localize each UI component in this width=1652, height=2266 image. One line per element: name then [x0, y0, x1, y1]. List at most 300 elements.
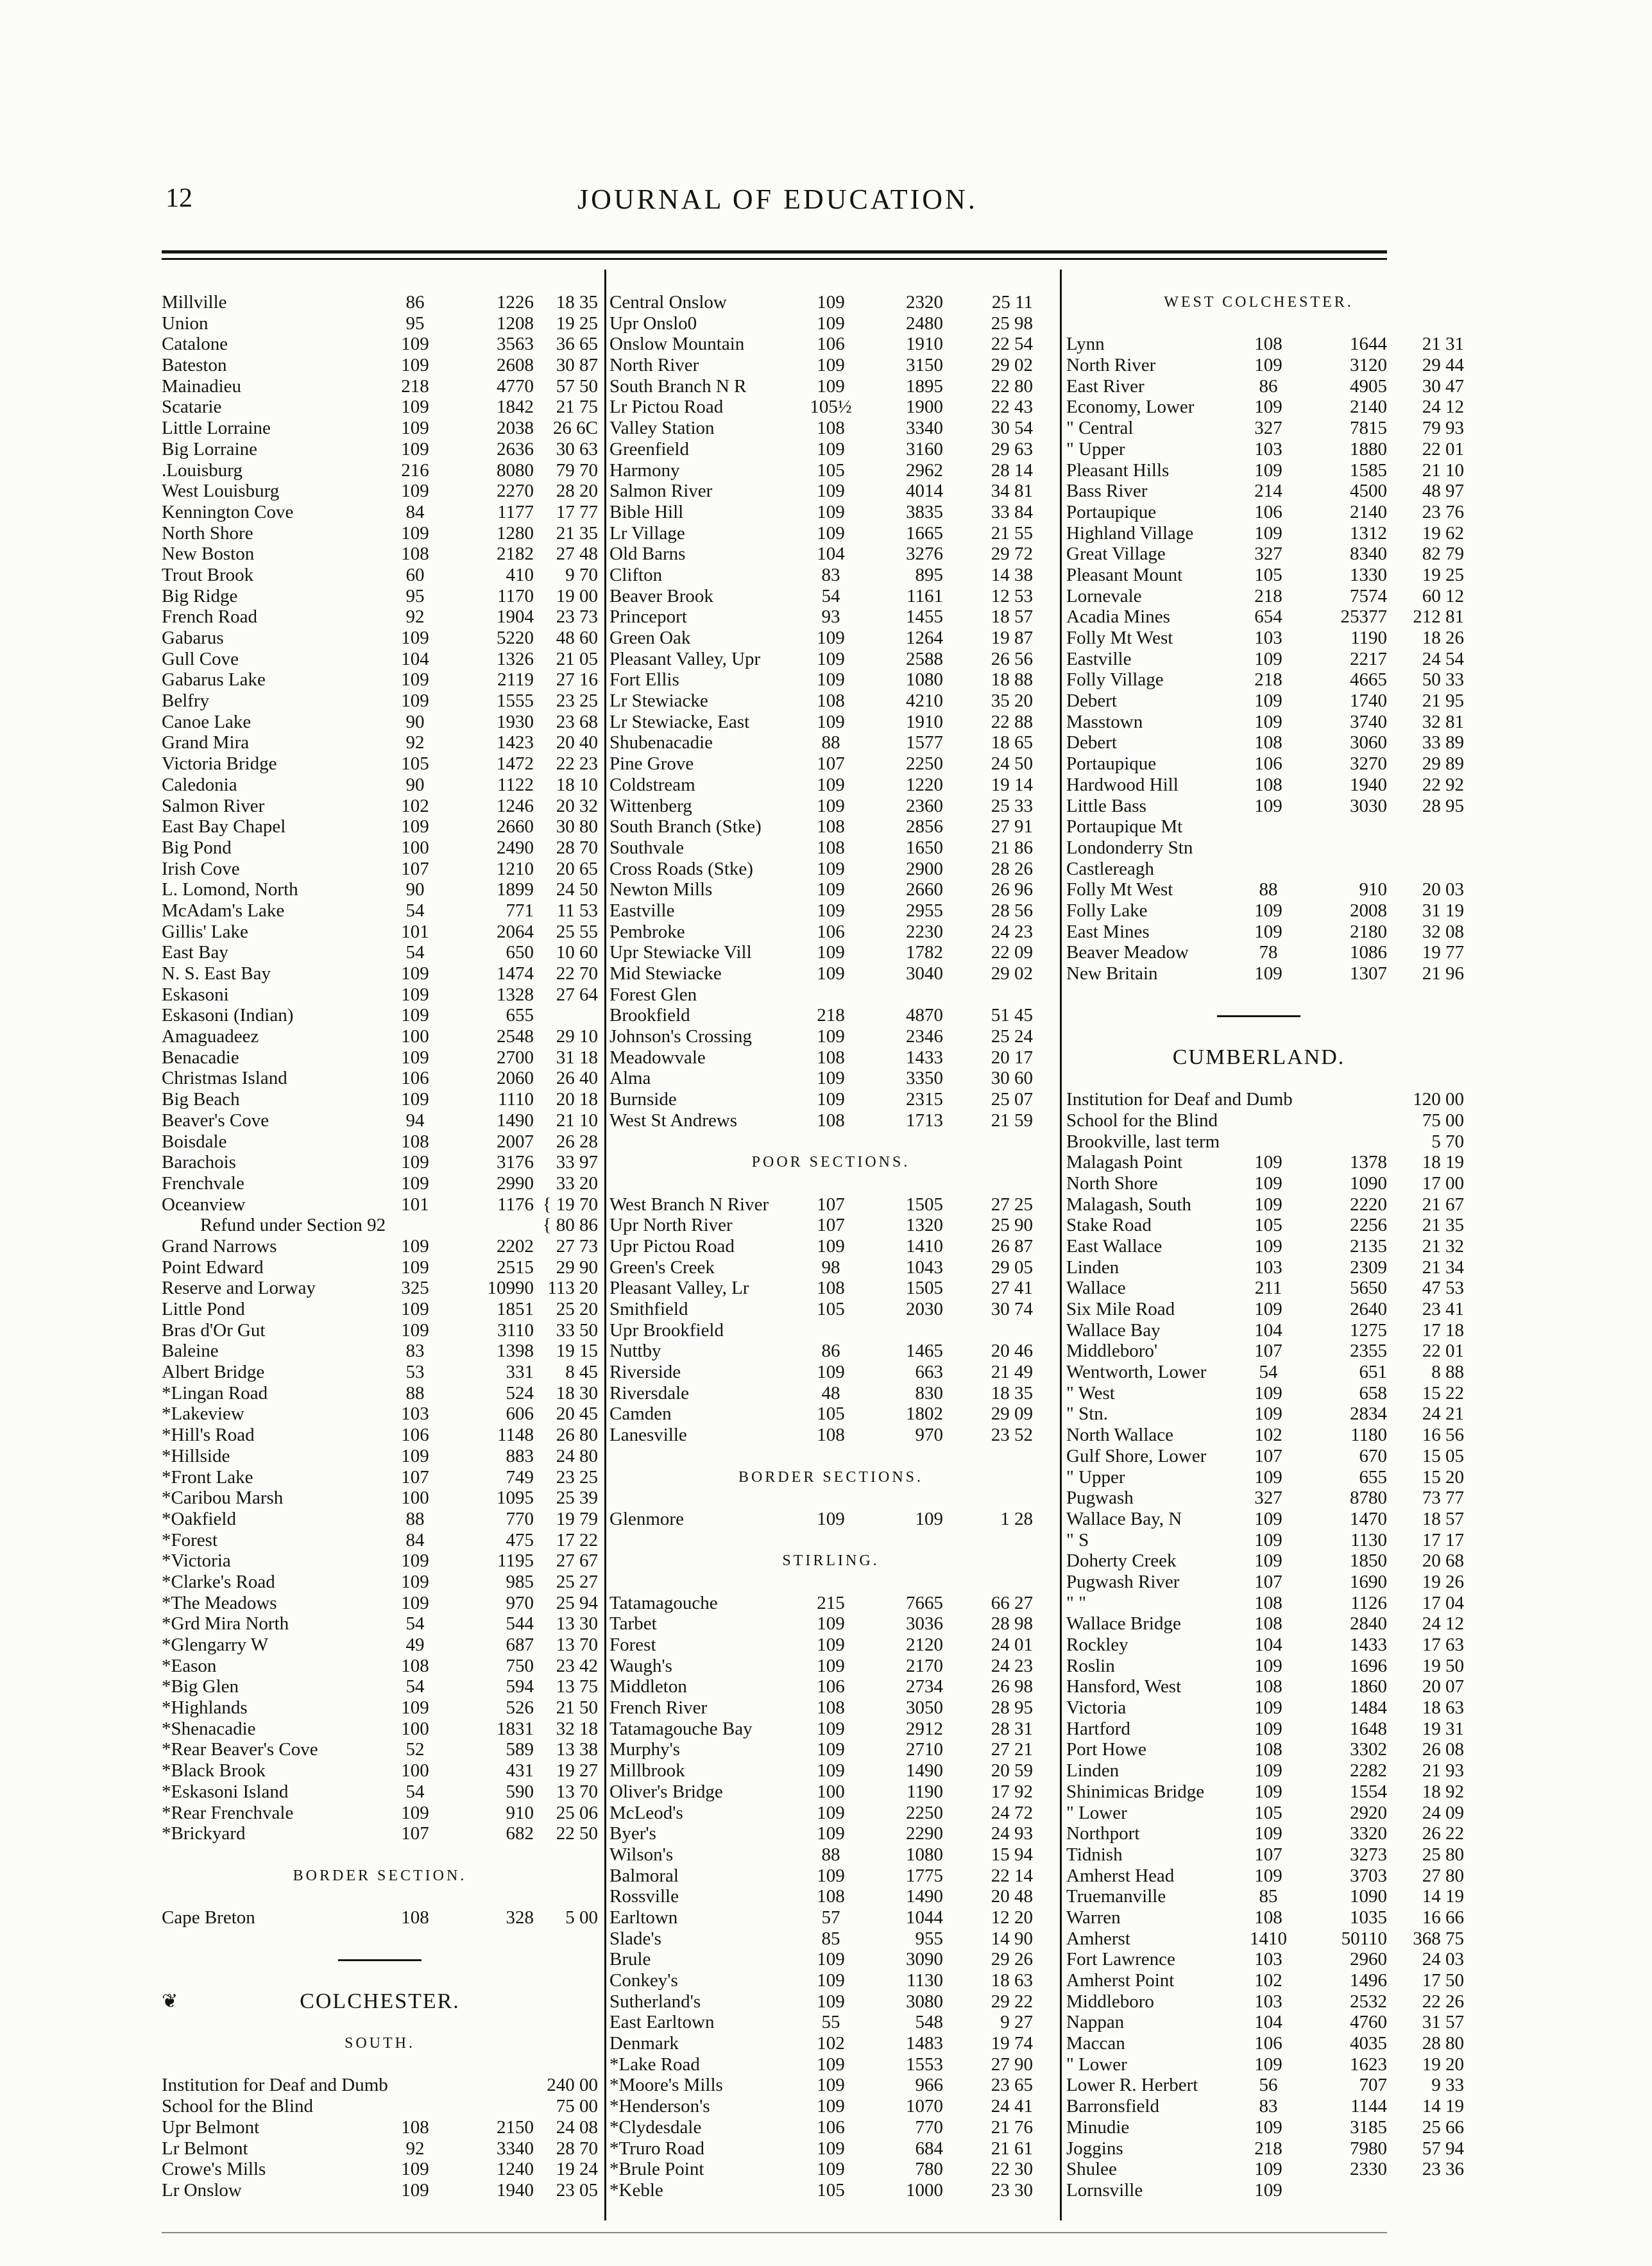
attendance: 1577: [906, 732, 943, 753]
table-row: [1066, 564, 1464, 586]
days-open: 109: [401, 1319, 429, 1341]
days-open: 54: [405, 900, 425, 921]
attendance: 1000: [906, 2179, 943, 2201]
attendance: 3160: [906, 438, 943, 459]
table-row: [162, 1215, 598, 1236]
grant-amount: 24 50: [991, 753, 1033, 775]
days-open: 109: [817, 1760, 845, 1781]
days-open: 218: [401, 375, 429, 397]
days-open: 108: [1254, 1907, 1282, 1928]
grant-amount: 21 35: [1422, 1215, 1464, 1236]
attendance: 548: [915, 2012, 943, 2033]
days-open: 109: [1254, 1403, 1282, 1425]
attendance: 3302: [1350, 1739, 1387, 1760]
days-open: 109: [1254, 1172, 1282, 1194]
days-open: 109: [401, 1697, 429, 1719]
grant-amount: 75 00: [1422, 1110, 1464, 1131]
attendance: 3273: [1350, 1844, 1387, 1865]
table-row: [162, 1803, 598, 1824]
grant-amount: 24 09: [1422, 1802, 1464, 1823]
school-name: *Caribou Marsh: [162, 1488, 284, 1509]
table-row: [162, 1047, 598, 1069]
grant-amount: 19 62: [1422, 522, 1464, 544]
school-name: Canoe Lake: [162, 711, 251, 732]
school-name: Green's Creek: [609, 1257, 715, 1278]
grant-amount: 22 26: [1422, 1991, 1464, 2012]
grant-amount: 21 59: [991, 1110, 1033, 1131]
days-open: 107: [401, 1466, 429, 1488]
school-name: Debert: [1066, 691, 1117, 712]
spacer: [162, 1886, 598, 1907]
school-name: " Upper: [1066, 438, 1125, 459]
attendance: 2640: [1350, 1299, 1387, 1319]
school-name: Boisdale: [162, 1131, 227, 1152]
days-open: 109: [817, 2159, 845, 2180]
attendance: 526: [506, 1697, 534, 1719]
days-open: 109: [401, 1172, 429, 1194]
table-row: [1066, 2075, 1464, 2096]
school-name: North Wallace: [1066, 1425, 1174, 1446]
column-3: [1066, 292, 1464, 2201]
school-name: Beaver Meadow: [1066, 942, 1189, 963]
days-open: 109: [1254, 1194, 1282, 1215]
days-open: 109: [1254, 691, 1282, 712]
attendance: 3150: [906, 355, 943, 376]
grant-amount: 18 19: [1422, 1152, 1464, 1173]
school-name: Lr Village: [609, 522, 685, 544]
school-name: Old Barns: [609, 544, 686, 565]
grant-amount: 14 19: [1422, 2096, 1464, 2117]
table-row: [1066, 1802, 1464, 1824]
grant-amount: 30 74: [991, 1299, 1033, 1319]
days-open: 108: [401, 1131, 429, 1152]
attendance: 4905: [1350, 375, 1387, 397]
school-name: Wallace Bay, N: [1066, 1508, 1182, 1529]
table-row: [1066, 1886, 1464, 1907]
school-name: Central Onslow: [609, 292, 727, 313]
days-open: 109: [817, 438, 845, 459]
table-row: [162, 2138, 598, 2159]
grant-amount: 22 92: [1422, 774, 1464, 795]
grant-amount: 30 80: [556, 816, 598, 837]
school-name: Oceanview: [162, 1194, 246, 1215]
grant-amount: 26 28: [556, 1131, 598, 1152]
days-open: 100: [401, 1760, 429, 1781]
table-row: [162, 900, 598, 922]
table-row: [1066, 1215, 1464, 1236]
school-name: Gillis' Lake: [162, 921, 248, 942]
grant-amount: 23 25: [556, 1466, 598, 1488]
days-open: 109: [817, 628, 845, 648]
attendance: 431: [506, 1760, 534, 1781]
days-open: 108: [1254, 774, 1282, 795]
table-row: [1066, 1718, 1464, 1740]
school-name: Fort Ellis: [609, 669, 679, 691]
table-row: [162, 984, 598, 1006]
grant-amount: 9 70: [565, 564, 598, 585]
days-open: 109: [1254, 355, 1282, 376]
table-row: [1066, 963, 1464, 984]
table-row: [1066, 1110, 1464, 1131]
school-name: Upr Belmont: [162, 2116, 260, 2138]
table-row: [162, 732, 598, 753]
days-open: 108: [401, 2116, 429, 2138]
table-row: [162, 1488, 598, 1509]
days-open: 101: [401, 921, 429, 942]
attendance: 1307: [1350, 963, 1387, 984]
grant-amount: 30 60: [991, 1068, 1033, 1089]
attendance: 2856: [906, 816, 943, 837]
grant-amount: 20 68: [1422, 1550, 1464, 1572]
school-name: Coldstream: [609, 774, 695, 795]
days-open: 109: [401, 397, 429, 418]
school-name: Big Lorraine: [162, 438, 257, 459]
table-row: [609, 1697, 1052, 1719]
grant-amount: 12 20: [991, 1907, 1033, 1928]
school-name: Upr North River: [609, 1215, 733, 1236]
school-name: Bass River: [1066, 481, 1148, 502]
school-name: Economy, Lower: [1066, 397, 1195, 418]
school-name: Cross Roads (Stke): [609, 858, 753, 879]
school-name: " West: [1066, 1382, 1115, 1403]
table-row: [609, 984, 1052, 1006]
attendance: 1860: [1350, 1676, 1387, 1697]
attendance: 328: [506, 1907, 534, 1928]
grant-amount: 19 77: [1422, 942, 1464, 963]
grant-amount: 10 60: [556, 942, 598, 963]
school-name: Portaupique Mt: [1066, 816, 1183, 837]
attendance: 3110: [497, 1319, 534, 1341]
table-row: [162, 859, 598, 880]
school-name: Gull Cove: [162, 648, 239, 669]
grant-amount: 21 31: [1422, 334, 1464, 355]
school-name: " Upper: [1066, 1466, 1125, 1488]
school-name: Brookville, last term: [1066, 1131, 1220, 1152]
school-name: Grand Narrows: [162, 1235, 277, 1257]
table-row: [1066, 375, 1464, 397]
grant-amount: 19 26: [1422, 1571, 1464, 1592]
school-name: Salmon River: [162, 795, 265, 816]
days-open: 109: [401, 984, 429, 1005]
school-name: Kennington Cove: [162, 501, 294, 522]
attendance: 3340: [497, 2138, 534, 2159]
table-row: [162, 1068, 598, 1089]
table-row: [1066, 2159, 1464, 2180]
school-name: *Eskasoni Island: [162, 1781, 289, 1802]
days-open: 109: [401, 1235, 429, 1257]
school-name: Hansford, West: [1066, 1676, 1182, 1697]
days-open: 109: [401, 1005, 429, 1026]
days-open: 53: [405, 1362, 425, 1383]
grant-amount: 18 30: [556, 1382, 598, 1403]
spacer: [1066, 984, 1451, 1006]
grant-amount: 18 35: [991, 1382, 1033, 1403]
table-row: [1066, 921, 1464, 943]
school-name: Upr Brookfield: [609, 1319, 724, 1341]
school-name: West Louisburg: [162, 481, 280, 502]
days-open: 109: [817, 711, 845, 732]
school-name: Big Ridge: [162, 585, 238, 606]
days-open: 103: [1254, 628, 1282, 648]
table-row: [162, 1383, 598, 1404]
attendance: 1246: [497, 795, 534, 816]
grant-amount: 27 67: [556, 1550, 598, 1572]
table-row: [609, 376, 1052, 397]
days-open: 109: [1254, 711, 1282, 732]
table-row: [1066, 1172, 1464, 1194]
days-open: 60: [405, 564, 425, 585]
attendance: 1585: [1350, 459, 1387, 481]
grant-amount: 15 20: [1422, 1466, 1464, 1488]
days-open: 106: [817, 1676, 845, 1697]
school-name: Middleboro': [1066, 1341, 1158, 1362]
school-name: Wallace: [1066, 1278, 1126, 1299]
table-row: [1066, 1089, 1464, 1110]
grant-amount: 26 22: [1422, 1823, 1464, 1844]
attendance: 2920: [1350, 1802, 1387, 1823]
days-open: 109: [817, 2075, 845, 2096]
table-row: [1066, 1655, 1464, 1677]
grant-amount: 21 93: [1422, 1760, 1464, 1781]
table-row: [609, 796, 1052, 817]
attendance: 895: [915, 564, 943, 585]
attendance: 1895: [906, 375, 943, 397]
attendance: 2955: [906, 900, 943, 921]
days-open: 100: [401, 837, 429, 858]
school-name: Great Village: [1066, 544, 1166, 565]
school-name: Eskasoni: [162, 984, 229, 1005]
attendance: 1280: [497, 522, 534, 544]
grant-amount: 35 20: [991, 691, 1033, 712]
section-rule: [1066, 1005, 1451, 1026]
grant-amount: 31 19: [1422, 900, 1464, 921]
table-row: [1066, 585, 1464, 607]
days-open: 109: [401, 2179, 429, 2201]
grant-amount: 20 65: [556, 858, 598, 879]
school-name: Pugwash River: [1066, 1571, 1180, 1592]
attendance: 970: [915, 1425, 943, 1446]
days-open: 109: [1254, 459, 1282, 481]
table-row: [609, 1194, 1052, 1215]
days-open: 90: [405, 711, 425, 732]
table-row: [162, 1110, 598, 1131]
grant-amount: 20 32: [556, 795, 598, 816]
table-row: [162, 1320, 598, 1341]
school-name: Brookfield: [609, 1005, 690, 1026]
table-row: [162, 922, 598, 943]
attendance: 331: [506, 1362, 534, 1383]
attendance: 8780: [1350, 1488, 1387, 1509]
days-open: 109: [1254, 1466, 1282, 1488]
grant-amount: 113 20: [547, 1278, 598, 1299]
grant-amount: 23 52: [991, 1425, 1033, 1446]
school-name: Beaver Brook: [609, 585, 713, 606]
attendance: 1900: [906, 397, 943, 418]
days-open: 109: [401, 1152, 429, 1173]
table-row: [1066, 795, 1464, 817]
school-name: *Shenacadie: [162, 1718, 256, 1739]
school-name: Earltown: [609, 1907, 678, 1928]
days-open: 109: [401, 669, 429, 691]
attendance: 4500: [1350, 481, 1387, 502]
school-name: Pleasant Valley, Upr: [609, 648, 761, 669]
grant-amount: 26 56: [991, 648, 1033, 669]
school-name: Meadowvale: [609, 1047, 706, 1068]
grant-amount: 1 28: [1000, 1508, 1033, 1529]
school-name: Eastville: [609, 900, 675, 921]
attendance: 3185: [1350, 2116, 1387, 2138]
grant-amount: 22 50: [556, 1823, 598, 1844]
attendance: 1555: [497, 691, 534, 712]
grant-amount: 25 98: [991, 313, 1033, 334]
school-name: Pembroke: [609, 921, 685, 942]
days-open: 109: [1254, 1697, 1282, 1719]
attendance: 1044: [906, 1907, 943, 1928]
school-name: *Hillside: [162, 1445, 230, 1466]
table-row: [609, 1613, 1052, 1635]
table-row: [1066, 1635, 1464, 1656]
days-open: 102: [817, 2033, 845, 2054]
grant-amount: 30 63: [556, 438, 598, 459]
grant-amount: 24 80: [556, 1445, 598, 1466]
days-open: 101: [401, 1194, 429, 1215]
grant-amount: 25 39: [556, 1488, 598, 1509]
days-open: 214: [1254, 481, 1282, 502]
school-name: Trout Brook: [162, 564, 254, 585]
days-open: 98: [821, 1257, 840, 1278]
days-open: 109: [401, 334, 429, 355]
attendance: 2060: [497, 1068, 534, 1089]
table-row: [162, 1907, 598, 1928]
days-open: 54: [405, 1676, 425, 1697]
grant-amount: 21 96: [1422, 963, 1464, 984]
days-open: 93: [821, 606, 840, 628]
days-open: 109: [401, 1550, 429, 1572]
attendance: 2309: [1350, 1257, 1387, 1278]
days-open: 83: [821, 564, 840, 585]
school-name: Tarbet: [609, 1613, 657, 1635]
attendance: 3563: [497, 334, 534, 355]
days-open: 102: [1254, 1970, 1282, 1991]
attendance: 4760: [1350, 2012, 1387, 2033]
table-row: [1066, 1488, 1464, 1509]
days-open: 327: [1254, 544, 1282, 565]
attendance: 1465: [906, 1341, 943, 1362]
school-name: North River: [609, 355, 699, 376]
days-open: 109: [1254, 2054, 1282, 2075]
school-name: Salmon River: [609, 481, 713, 502]
days-open: 109: [401, 1592, 429, 1613]
school-name: New Britain: [1066, 963, 1158, 984]
attendance: 1644: [1350, 334, 1387, 355]
table-row: [162, 879, 598, 900]
attendance: 1474: [497, 963, 534, 984]
attendance: 4035: [1350, 2033, 1387, 2054]
attendance: 2230: [906, 921, 943, 942]
days-open: 109: [1254, 1152, 1282, 1173]
county-heading: [162, 1991, 598, 2013]
attendance: 3060: [1350, 732, 1387, 753]
attendance: 2360: [906, 795, 943, 816]
grant-amount: 25 27: [556, 1571, 598, 1592]
attendance: 1648: [1350, 1718, 1387, 1739]
grant-amount: 28 14: [991, 459, 1033, 481]
table-row: [609, 691, 1052, 712]
attendance: 1910: [906, 334, 943, 355]
school-name: Mainadieu: [162, 375, 242, 397]
table-row: [1066, 2096, 1464, 2117]
school-name: Harmony: [609, 459, 680, 481]
grant-amount: 48 97: [1422, 481, 1464, 502]
school-name: Southvale: [609, 837, 684, 858]
grant-amount: 24 03: [1422, 1949, 1464, 1970]
grant-amount: 31 57: [1422, 2012, 1464, 2033]
attendance: 3080: [906, 1991, 943, 2012]
attendance: 655: [1359, 1466, 1387, 1488]
school-name: Millville: [162, 292, 227, 313]
school-name: School for the Blind: [1066, 1110, 1218, 1131]
grant-amount: 29 44: [1422, 355, 1464, 376]
table-row: [162, 481, 598, 502]
days-open: 105: [817, 459, 845, 481]
days-open: 85: [1259, 1886, 1278, 1907]
school-name: Bras d'Or Gut: [162, 1319, 266, 1341]
table-row: [1066, 1152, 1464, 1173]
attendance: 606: [506, 1403, 534, 1425]
attendance: 2355: [1350, 1341, 1387, 1362]
attendance: 3350: [906, 1068, 943, 1089]
attendance: 2202: [497, 1235, 534, 1257]
attendance: 3703: [1350, 1865, 1387, 1886]
school-name: Brule: [609, 1949, 651, 1970]
days-open: 103: [1254, 1991, 1282, 2012]
school-name: Little Lorraine: [162, 418, 271, 439]
table-row: [1066, 1571, 1464, 1593]
table-row: [1066, 1928, 1464, 1950]
attendance: 1433: [1350, 1635, 1387, 1655]
days-open: 218: [817, 1005, 845, 1026]
school-name: Smithfield: [609, 1299, 688, 1319]
table-row: [162, 1719, 598, 1740]
school-name: Lr Belmont: [162, 2138, 248, 2159]
days-open: 109: [817, 669, 845, 691]
grant-amount: 21 10: [1422, 459, 1464, 481]
days-open: 108: [401, 544, 429, 565]
school-name: Gabarus: [162, 628, 224, 648]
table-row: [609, 859, 1052, 880]
table-row: [1066, 1781, 1464, 1803]
table-row: [1066, 1760, 1464, 1781]
attendance: 1320: [906, 1215, 943, 1236]
attendance: 970: [506, 1592, 534, 1613]
attendance: 2660: [906, 879, 943, 900]
table-row: [1066, 1907, 1464, 1928]
school-name: *Glengarry W: [162, 1635, 269, 1655]
school-name: Highland Village: [1066, 522, 1194, 544]
table-row: [162, 1635, 598, 1656]
table-row: [1066, 1865, 1464, 1887]
attendance: 1328: [497, 984, 534, 1005]
school-name: Nappan: [1066, 2012, 1125, 2033]
grant-amount: 24 12: [1422, 1613, 1464, 1635]
days-open: 109: [401, 1802, 429, 1823]
days-open: 109: [817, 292, 845, 313]
school-name: Camden: [609, 1403, 672, 1425]
days-open: 90: [405, 774, 425, 795]
table-row: [162, 1823, 598, 1844]
table-row: [162, 523, 598, 544]
table-row: [609, 942, 1052, 963]
